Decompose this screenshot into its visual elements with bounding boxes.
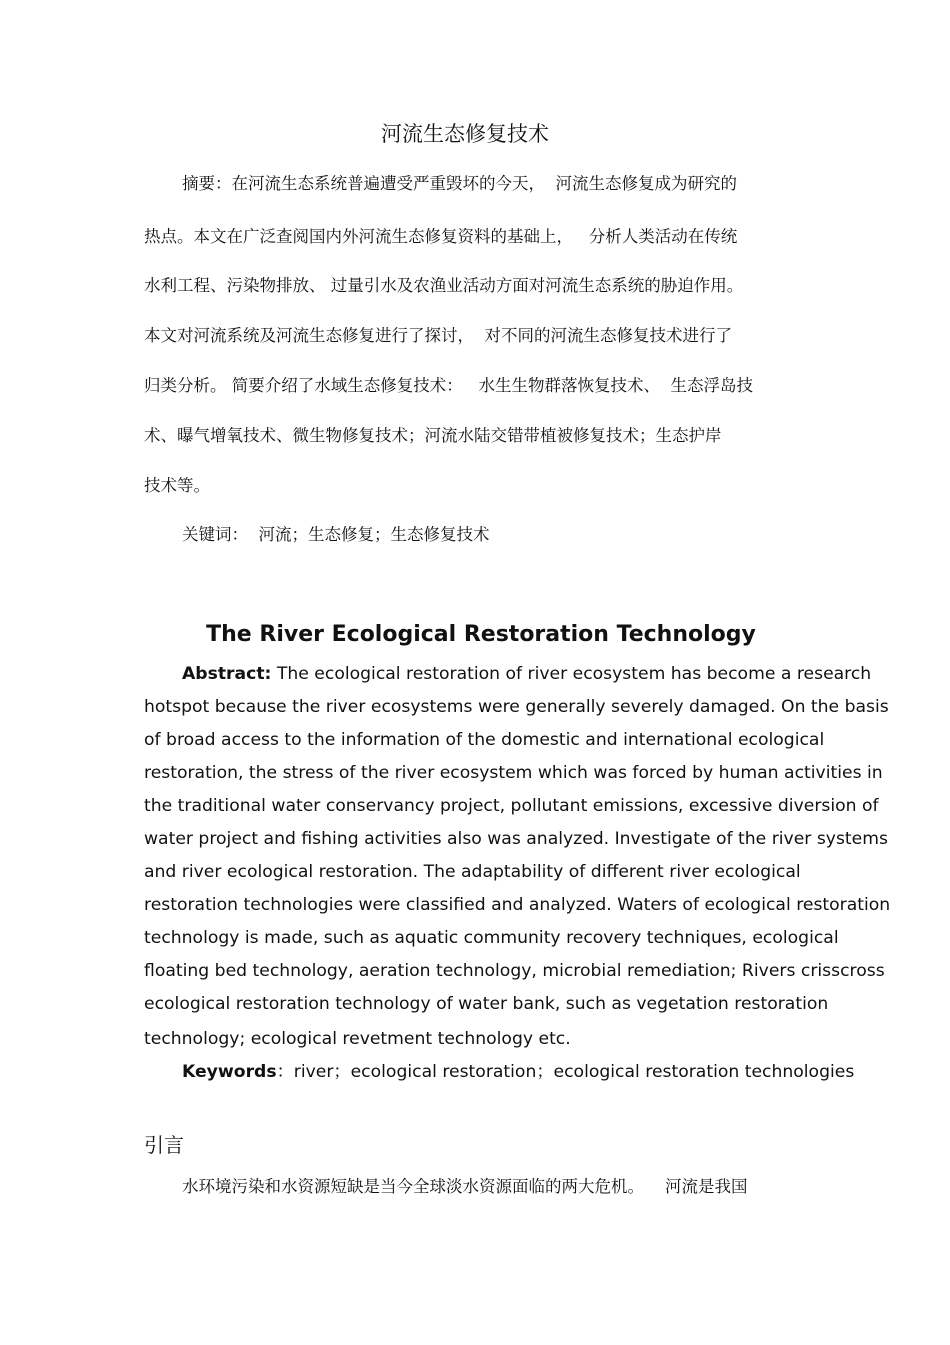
english-abstract-line: restoration technologies were classified and analyzed. Waters of ecological restoration <box>144 895 891 915</box>
keywords-label: Keywords <box>182 1062 277 1082</box>
chinese-abstract-line: 归类分析。 简要介绍了水域生态修复技术： 水生生物群落恢复技术、 生态浮岛技 <box>144 376 753 395</box>
intro-heading: 引言 <box>144 1133 184 1157</box>
english-keywords <box>182 1060 854 1084</box>
chinese-title: 河流生态修复技术 <box>381 122 549 146</box>
english-abstract-line: ecological restoration technology of water bank, such as vegetation restoration <box>144 994 829 1014</box>
english-abstract-line: the traditional water conservancy project, pollutant emissions, excessive diversion of <box>144 796 879 816</box>
english-abstract-line: technology; ecological revetment technology etc. <box>144 1029 571 1049</box>
english-abstract-line: and river ecological restoration. The adaptability of different river ecological <box>144 862 801 882</box>
english-abstract-line: floating bed technology, aeration technology, microbial remediation; Rivers crisscross <box>144 961 885 981</box>
english-abstract-line <box>182 662 871 686</box>
english-abstract-line: water project and fishing activities also was analyzed. Investigate of the river systems <box>144 829 888 849</box>
abstract-first-line-text: The ecological restoration of river ecosystem has become a research <box>271 664 872 684</box>
english-abstract-line: restoration, the stress of the river ecosystem which was forced by human activities in <box>144 763 883 783</box>
english-title: The River Ecological Restoration Technology <box>206 622 756 647</box>
english-abstract-line: technology is made, such as aquatic community recovery techniques, ecological <box>144 928 839 948</box>
intro-paragraph-line: 水环境污染和水资源短缺是当今全球淡水资源面临的两大危机。 河流是我国 <box>182 1177 748 1196</box>
chinese-abstract-line: 本文对河流系统及河流生态修复进行了探讨， 对不同的河流生态修复技术进行了 <box>144 326 732 345</box>
abstract-label: Abstract: <box>182 664 272 684</box>
chinese-keywords: 关键词： 河流；生态修复；生态修复技术 <box>182 525 490 544</box>
chinese-abstract-line: 热点。本文在广泛查阅国内外河流生态修复资料的基础上， 分析人类活动在传统 <box>144 227 738 246</box>
english-abstract-line: hotspot because the river ecosystems were generally severely damaged. On the basis <box>144 697 889 717</box>
chinese-abstract-line: 摘要：在河流生态系统普遍遭受严重毁坏的今天， 河流生态修复成为研究的 <box>182 174 737 193</box>
chinese-abstract-line: 技术等。 <box>144 476 210 495</box>
keywords-text: ：river；ecological restoration；ecological restoration technologies <box>276 1062 855 1082</box>
chinese-abstract-line: 术、曝气增氧技术、微生物修复技术；河流水陆交错带植被修复技术；生态护岸 <box>144 426 722 445</box>
chinese-abstract-line: 水利工程、污染物排放、 过量引水及农渔业活动方面对河流生态系统的胁迫作用。 <box>144 276 744 295</box>
english-abstract-line: of broad access to the information of the domestic and international ecological <box>144 730 825 750</box>
